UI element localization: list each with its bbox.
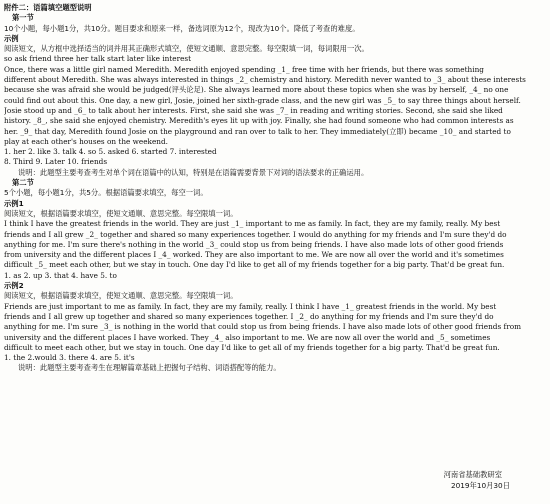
section1-passage-line: history. _8_, she said she enjoyed chemistry. Meredith's eyes lit up with joy. Finally, she had found someone who had common interests as <box>4 116 514 126</box>
example1-instruction: 阅读短文，根据语篇要求填空，使短文通顺、意思完整。每空限填一词。 <box>4 208 238 218</box>
section1-passage-line: because she was afraid she would be judged(评头论足). She always learned more about these topics when she was by herself, _4_ no one <box>4 85 509 95</box>
signature-org: 河南省基础教研室 <box>443 470 502 479</box>
section1-answers: 8. Third 9. Later 10. friends <box>4 157 108 167</box>
example1-passage-line: from university and the different places I _4_ worked. They are also important to me. We are now all over the world and it's sometimes <box>4 250 504 260</box>
example2-passage-line: Friends are just important to me as family. In fact, they are my family, really. I think I have _1_ greatest friends in the world. My best <box>4 301 497 311</box>
example2-instruction: 阅读短文，根据语篇要求填空，使短文通顺、意思完整。每空限填一词。 <box>4 291 238 301</box>
section1-instruction: 阅读短文，从方框中选择适当的词并用其正确形式填空，使短文通顺、意思完整。每空限填一词，每词限用一次。 <box>4 44 369 54</box>
section1-passage-line: her. _9_ that day, Meredith found Josie on the playground and ran over to talk to her. They immediately(立即) became _10_ and started to <box>4 126 511 136</box>
example1-label: 示例1 <box>4 198 24 208</box>
section1-passage-line: Once, there was a little girl named Meredith. Meredith enjoyed spending _1_ free time with her friends, but there was something <box>4 64 484 74</box>
example2-passage-line: university and the different places I have worked. They _4_ also important to me. We are now all over the world and _5_ sometimes <box>4 332 491 342</box>
section1-passage-line: play at each other's houses on the weekend. <box>4 136 168 146</box>
example2-passage-line: anything for me. I'm sure _3_ is nothing in the world that could stop us from being friends. I have also made lots of other good friends from <box>4 322 522 332</box>
section1-passage-line: different about Meredith. She was always interested in things _2_ chemistry and history. Meredith never wanted to _3_ about these interests <box>4 75 526 85</box>
example1-passage-line: friends and I all grew _2_ together and shared so many experiences together. I would do anything for my friends and I'm sure they'd do <box>4 229 507 239</box>
example1-passage-line: anything for me. I'm sure there's nothing in the world _3_ could stop us from being friends. I have also made lots of other good friends <box>4 239 504 249</box>
section2-description: 5个小题，每小题1分，共5分。根据语篇要求填空，每空一词。 <box>4 188 208 198</box>
example2-label: 示例2 <box>4 281 24 291</box>
section1-example-label: 示例 <box>4 33 19 43</box>
section2-heading: 第二节 <box>12 178 34 188</box>
document-title: 附件二：语篇填空题型说明 <box>4 3 92 12</box>
example2-passage-line: friends and I all grew up together and shared so many experiences together. I _2_ do anything for my friends and I'm sure they'd do <box>4 311 494 321</box>
example2-answers: 1. the 2.would 3. there 4. are 5. it's <box>4 353 135 363</box>
section1-passage-line: could find out about this. One day, a new girl, Josie, joined her sixth-grade class, and the new girl was _5_ to say three things about herself. <box>4 95 521 105</box>
section1-passage-line: Josie stood up and _6_ to talk about her interests. First, she said she was _7_ in reading and writing stories. Second, she said she liked <box>4 105 503 115</box>
section1-description: 10个小题，每小题1分，共10分。题目要求和原来一样，备选词原为12个，现改为10个。降低了考查的难度。 <box>4 23 360 33</box>
example1-passage-line: difficult _5_ meet each other, but we stay in touch. One day I'd like to get all of my friends together for a big party. That'd be great fun. <box>4 260 505 270</box>
example2-passage-line: difficult to meet each other, but we stay in touch. One day I'd like to get all of my friends together for a big party. That'd be great fun. <box>4 342 500 352</box>
section2-note: 说明：此题型主要考查考生在理解篇章基础上把握句子结构、词语搭配等的能力。 <box>18 363 281 373</box>
section1-heading: 第一节 <box>12 13 34 23</box>
example1-passage-line: I think I have the greatest friends in the world. They are just _1_ important to me as family. In fact, they are my family, really. My best <box>4 219 501 229</box>
word-box: so ask friend three her talk start later like interest <box>4 54 192 64</box>
signature-date: 2019年10月30日 <box>450 481 510 490</box>
section1-answers: 1. her 2. like 3. talk 4. so 5. asked 6. started 7. interested <box>4 147 217 157</box>
section1-note: 说明：此题型主要考查考生对单个词在语篇中的认知，特别是在语篇需要背景下对词的语法要求的正确运用。 <box>18 167 369 177</box>
example1-answers: 1. as 2. up 3. that 4. have 5. to <box>4 270 117 280</box>
